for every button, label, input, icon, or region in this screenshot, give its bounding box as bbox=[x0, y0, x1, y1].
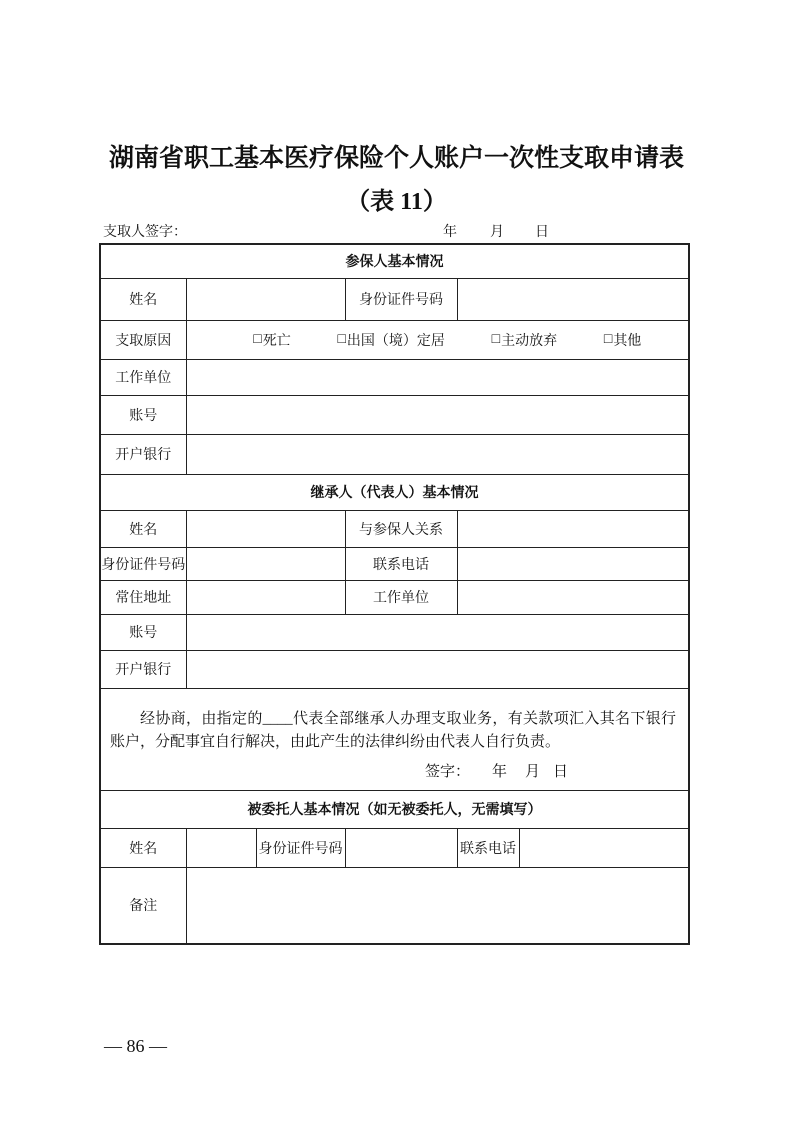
heir-address-employer-row bbox=[100, 580, 689, 614]
trustee-id-label: 身份证件号码 bbox=[256, 828, 345, 867]
remark-label: 备注 bbox=[100, 867, 186, 944]
insured-bank-label: 开户银行 bbox=[100, 434, 186, 474]
heir-address-value bbox=[186, 580, 345, 614]
section-header-insured: 参保人基本情况 bbox=[100, 244, 689, 278]
heir-bank-value bbox=[186, 650, 689, 688]
agreement-text: 经协商，由指定的____代表全部继承人办理支取业务，有关款项汇入其名下银行账户，分配事宜自行解决，由此产生的法律纠纷由代表人自行负责。 bbox=[110, 710, 677, 750]
agreement-cell bbox=[100, 688, 689, 790]
reason-option-death bbox=[253, 330, 290, 350]
agreement-date-day-label: 日 bbox=[553, 763, 569, 780]
heir-name-relation-row bbox=[100, 510, 689, 547]
payee-signature-line bbox=[0, 221, 793, 241]
insured-id-value bbox=[457, 278, 689, 320]
trustee-info-row bbox=[100, 828, 689, 867]
top-date-month-label: 月 bbox=[490, 225, 504, 240]
heir-id-label: 身份证件号码 bbox=[100, 547, 186, 580]
heir-account-value bbox=[186, 614, 689, 650]
top-date-day-label: 日 bbox=[535, 225, 549, 240]
insured-bank-row bbox=[100, 434, 689, 474]
agreement-sign-label: 签字： bbox=[425, 763, 471, 780]
heir-id-value bbox=[186, 547, 345, 580]
reason-option-emigrate bbox=[337, 330, 444, 350]
heir-name-value bbox=[186, 510, 345, 547]
reason-option-label: 死亡 bbox=[262, 333, 291, 349]
agreement-sign-row bbox=[101, 760, 688, 782]
heir-account-label: 账号 bbox=[100, 614, 186, 650]
heir-employer-label: 工作单位 bbox=[345, 580, 457, 614]
page-subtitle: （表 11） bbox=[346, 189, 447, 215]
application-form-table bbox=[99, 243, 690, 945]
trustee-phone-value bbox=[519, 828, 689, 867]
agreement-date-month-label: 月 bbox=[525, 763, 541, 780]
heir-bank-label: 开户银行 bbox=[100, 650, 186, 688]
heir-bank-row bbox=[100, 650, 689, 688]
insured-name-label: 姓名 bbox=[100, 278, 186, 320]
heir-employer-value bbox=[457, 580, 689, 614]
page-title: 湖南省职工基本医疗保险个人账户一次性支取申请表 bbox=[108, 145, 684, 172]
reason-option-other bbox=[604, 330, 641, 350]
reason-option-label: 其他 bbox=[613, 333, 642, 349]
heir-phone-label: 联系电话 bbox=[345, 547, 457, 580]
remark-row bbox=[100, 867, 689, 944]
withdraw-reason-row bbox=[100, 320, 689, 359]
withdraw-reason-options-cell bbox=[186, 320, 689, 359]
checkbox-icon: □ bbox=[491, 331, 501, 347]
checkbox-icon: □ bbox=[253, 331, 262, 347]
page-number: — 86 — bbox=[104, 1036, 167, 1056]
section-header-heir: 继承人（代表人）基本情况 bbox=[100, 474, 689, 510]
heir-address-label: 常住地址 bbox=[100, 580, 186, 614]
insured-account-label: 账号 bbox=[100, 395, 186, 434]
insured-name-value bbox=[186, 278, 345, 320]
heir-relation-value bbox=[457, 510, 689, 547]
trustee-id-value bbox=[345, 828, 457, 867]
trustee-name-value bbox=[186, 828, 256, 867]
trustee-phone-label: 联系电话 bbox=[457, 828, 519, 867]
reason-option-voluntary bbox=[492, 330, 557, 350]
insured-account-value bbox=[186, 395, 689, 434]
reason-option-label: 主动放弃 bbox=[501, 333, 558, 349]
section-header-trustee: 被委托人基本情况（如无被委托人，无需填写） bbox=[100, 790, 689, 828]
withdraw-reason-label: 支取原因 bbox=[100, 320, 186, 359]
withdraw-reason-options bbox=[187, 330, 689, 350]
checkbox-icon: □ bbox=[337, 331, 346, 347]
agreement-date-year-label: 年 bbox=[492, 763, 508, 780]
remark-value bbox=[186, 867, 689, 944]
heir-relation-label: 与参保人关系 bbox=[345, 510, 457, 547]
section-header-row-trustee bbox=[100, 790, 689, 828]
insured-name-id-row bbox=[100, 278, 689, 320]
insured-employer-value bbox=[186, 359, 689, 395]
insured-employer-label: 工作单位 bbox=[100, 359, 186, 395]
insured-account-row bbox=[100, 395, 689, 434]
section-header-row-insured bbox=[100, 244, 689, 278]
top-date-year-label: 年 bbox=[443, 225, 457, 240]
heir-id-phone-row bbox=[100, 547, 689, 580]
agreement-row bbox=[100, 688, 689, 790]
heir-phone-value bbox=[457, 547, 689, 580]
heir-name-label: 姓名 bbox=[100, 510, 186, 547]
checkbox-icon: □ bbox=[603, 331, 613, 347]
insured-id-label: 身份证件号码 bbox=[345, 278, 457, 320]
insured-employer-row bbox=[100, 359, 689, 395]
section-header-row-heir bbox=[100, 474, 689, 510]
payee-signature-label: 支取人签字： bbox=[103, 225, 187, 240]
insured-bank-value bbox=[186, 434, 689, 474]
reason-option-label: 出国（境）定居 bbox=[346, 333, 445, 349]
trustee-name-label: 姓名 bbox=[100, 828, 186, 867]
heir-account-row bbox=[100, 614, 689, 650]
